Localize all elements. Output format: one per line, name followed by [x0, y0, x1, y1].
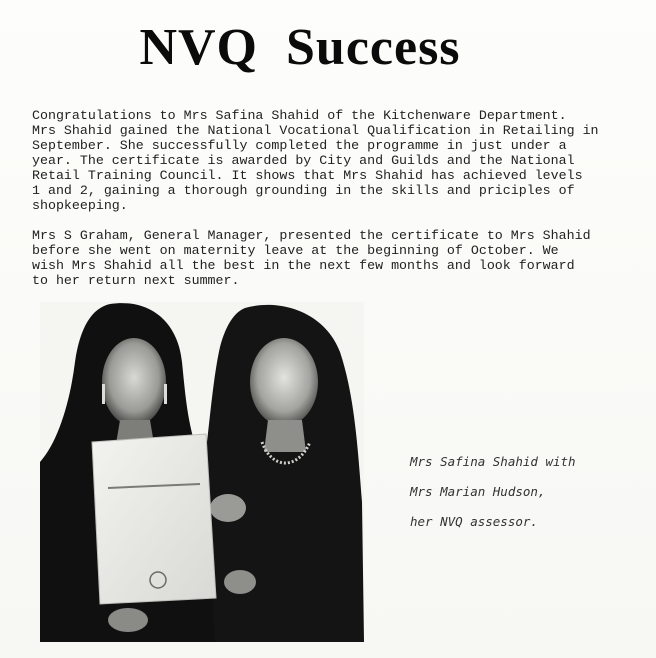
page-title: NVQ Success: [139, 19, 461, 76]
photo-caption: [410, 452, 630, 542]
caption-line-2: Mrs Marian Hudson,: [410, 484, 546, 499]
caption-line-3: her NVQ assessor.: [410, 514, 538, 529]
article-body: [32, 108, 644, 303]
photo-two-women-with-certificate: [40, 302, 364, 642]
caption-line-1: Mrs Safina Shahid with: [410, 454, 576, 469]
article-paragraph-2: Mrs S Graham, General Manager, presented the certificate to Mrs Shahid before she went on maternity leave at the beginning of October. We wish Mrs Shahid all the best in the next few months and look forward to her return next summer.: [32, 228, 591, 288]
article-paragraph-1: Congratulations to Mrs Safina Shahid of the Kitchenware Department. Mrs Shahid gained the National Vocational Qualification in Retailing in September. She successfully completed the programme in just under a year. The certificate is awarded by City and Guilds and the National Retail Training Council. It shows that Mrs Shahid has achieved levels 1 and 2, gaining a thorough grounding in the skills and priciples of shopkeeping.: [32, 108, 599, 213]
